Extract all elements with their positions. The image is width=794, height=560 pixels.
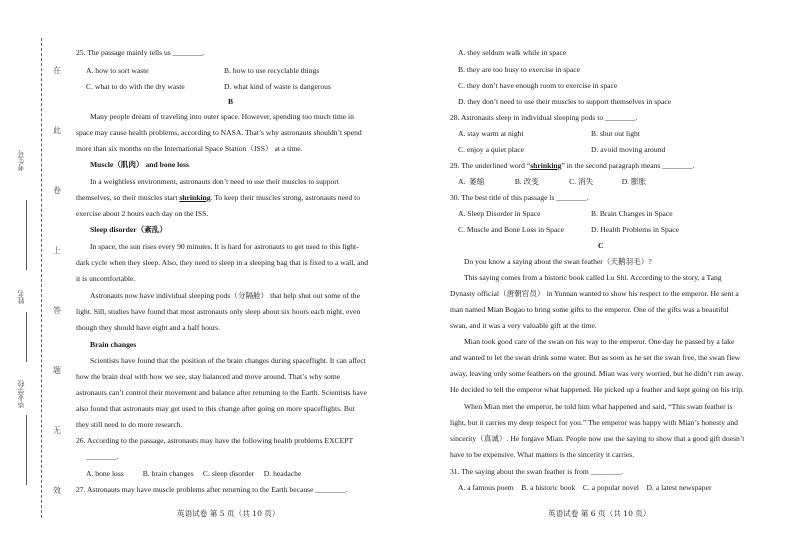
page-footer-left: 英语试卷 第 5 页（共 10 页） xyxy=(177,509,280,518)
brain-heading: Brain changes xyxy=(90,340,137,349)
q30-stem: 30. The best title of this passage is ________. xyxy=(450,193,589,202)
c-line-3: Dynasty official（唐朝官员） in Yunnan wanted to show his respect to the emperor. He sent a xyxy=(450,289,739,298)
c-line-13: have to be expensive. What matters is the sincerity it carries. xyxy=(450,450,635,459)
brain-line-2: how the brain deal with how we see, stay balanced and move around. That’s why some xyxy=(76,372,341,381)
q26-options: A. bone loss B. brain changes C. sleep disorder D. headache xyxy=(86,469,302,478)
sleep-line-2: dark cycle when they sleep. Also, they need to sleep in a sleeping bag that is fixed to a wall, and xyxy=(76,258,369,267)
q30-option-b: B. Brain Changes in Space xyxy=(591,209,673,218)
school-line xyxy=(26,415,27,485)
seal-char: 卷 xyxy=(53,186,61,195)
q26-stem: 26. According to the passage, astronauts may have the following health problems EXCEPT xyxy=(76,436,354,445)
q29-stem: 29. The underlined word “shrinking” in the second paragraph means ________. xyxy=(450,161,695,170)
seal-char: 上 xyxy=(53,246,61,255)
brain-line-5: they still need to do more research. xyxy=(76,420,183,429)
c-line-4: man named Mian Bogao to bring some gifts to the emperor. One of the gifts was a beautiful xyxy=(450,305,729,314)
sleep-line-4: Astronauts now have individual sleeping pods（分隔舱） that help shut out some of the xyxy=(90,291,360,300)
q25-option-c: C. what to do with the dry waste xyxy=(86,82,185,91)
binding-dashed-line xyxy=(41,38,42,518)
sleep-line-6: though they should have eight and a half hours. xyxy=(76,323,221,332)
q28-option-a: A. stay warm at night xyxy=(458,129,524,138)
c-line-1: Do you know a saying about the swan feather（天鹅羽毛）? xyxy=(464,257,652,266)
candidate-number-line xyxy=(26,200,27,270)
seal-char: 无 xyxy=(53,426,61,435)
q30-option-d: D. Health Problems in Space xyxy=(591,225,679,234)
q28-option-d: D. avoid moving around xyxy=(591,145,666,154)
seal-char: 题 xyxy=(53,366,61,375)
school-label: 毕业学校 xyxy=(17,380,25,408)
c-line-2: This saying comes from a historic book called Lu Shi. According to the story, a Tang xyxy=(464,273,722,282)
q25-stem: 25. The passage mainly tells us ________. xyxy=(76,48,205,57)
sleep-line-5: light. Sill, studies have found that most astronauts only sleep about six hours each night, even xyxy=(76,307,361,316)
sleep-heading: Sleep disorder（紊乱） xyxy=(90,225,167,234)
q25-option-d: D. what kind of waste is dangerous xyxy=(224,82,331,91)
q27-stem: 27. Astronauts may have muscle problems after returning to the Earth because ________. xyxy=(76,485,348,494)
section-b-heading: B xyxy=(228,97,234,106)
q30-option-c: C. Muscle and Bone Loss in Space xyxy=(458,225,565,234)
c-line-5: swan, and it was a very valuable gift at the time. xyxy=(450,321,597,330)
sleep-line-3: it is uncomfortable. xyxy=(76,274,136,283)
seal-char: 答 xyxy=(53,306,61,315)
c-line-8: away, leaving only some feathers on the ground. Mian was very worried, but he didn’t run away. xyxy=(450,369,744,378)
brain-line-4: also found that astronauts may get used to this change after going on more spaceflights. But xyxy=(76,404,355,413)
q25-option-b: B. how to use recyclable things xyxy=(224,66,320,75)
c-line-12: sincerity（真诚）. He forgave Mian. People now use the saying to show that a good gift doesn’t xyxy=(450,434,745,443)
section-c-heading: C xyxy=(598,241,604,250)
q28-stem: 28. Astronauts sleep in individual sleeping pods to ________. xyxy=(450,113,638,122)
q25-option-a: A. how to sort waste xyxy=(86,66,149,75)
q27-option-b: B. they are too busy to exercise in space xyxy=(458,65,581,74)
page-footer-right: 英语试卷 第 6 页（共 10 页） xyxy=(548,509,651,518)
muscle-line-3: exercise about 2 hours each day on the ISS. xyxy=(76,209,209,218)
brain-line-3: astronauts can’t control their movement and balance after returning to the Earth. Scientists have xyxy=(76,388,367,397)
brain-line-1: Scientists have found that the position of the brain changes during spaceflight. It can affect xyxy=(90,356,366,365)
name-line xyxy=(26,312,27,362)
candidate-number-label: 考生号 xyxy=(17,150,25,171)
muscle-line-1: In a weightless environment, astronauts don’t need to use their muscles to support xyxy=(90,177,339,186)
c-line-9: He decided to tell the emperor what happened. He picked up a feather and kept going on his trip. xyxy=(450,385,744,394)
seal-char: 效 xyxy=(53,486,61,495)
q26-blank: ________. xyxy=(86,452,119,461)
muscle-line-2: themselves, so their muscles start shrinking. To keep their muscles strong, astronauts need to xyxy=(76,193,361,202)
c-line-11: light, but it carries my deep respect for you.” The emperor was happy with Mian’s honesty and xyxy=(450,418,738,427)
q28-option-c: C. enjoy a quiet place xyxy=(458,145,525,154)
q30-option-a: A. Sleep Disorder in Space xyxy=(458,209,541,218)
q28-option-b: B. shut out light xyxy=(591,129,640,138)
intro-line-3: more than six months on the International Space Station（ISS） at a time. xyxy=(76,144,303,153)
q27-option-c: C. they don’t have enough room to exercise in space xyxy=(458,81,618,90)
c-line-6: Mian took good care of the swan on his way to the emperor. One day he passed by a lake xyxy=(464,337,735,346)
q27-option-a: A. they seldom walk while in space xyxy=(458,48,567,57)
q31-stem: 31. The saying about the swan feather is from ________. xyxy=(450,467,624,476)
sleep-line-1: In space, the sun rises every 90 minutes. It is hard for astronauts to get used to this light- xyxy=(90,242,359,251)
q27-option-d: D. they don’t need to use their muscles to support themselves in space xyxy=(458,97,672,106)
q29-options: A. 萎缩 B. 改变 C. 消失 D. 膨胀 xyxy=(458,177,647,186)
underlined-word: shrinking xyxy=(179,193,211,202)
name-label: 姓名 xyxy=(17,290,25,304)
seal-char: 此 xyxy=(53,126,61,135)
muscle-heading: Muscle（肌肉） and bone loss xyxy=(90,160,189,169)
c-line-7: and wanted to let the swan drink some water. But as soon as he set the swan free, the swan flew xyxy=(450,353,741,362)
intro-line-1: Many people dream of traveling into outer space. However, spending too much time in xyxy=(90,112,354,121)
intro-line-2: space may cause health problems, according to NASA. That’s why astronauts shouldn’t spend xyxy=(76,128,362,137)
seal-char: 在 xyxy=(53,66,61,75)
underlined-word: shrinking xyxy=(530,161,562,170)
c-line-10: When Mian met the emperor, he told him what happened and said, “This swan feather is xyxy=(464,402,733,411)
q31-options: A. a famous poem B. a historic book C. a popular novel D. a latest newspaper xyxy=(458,483,712,492)
